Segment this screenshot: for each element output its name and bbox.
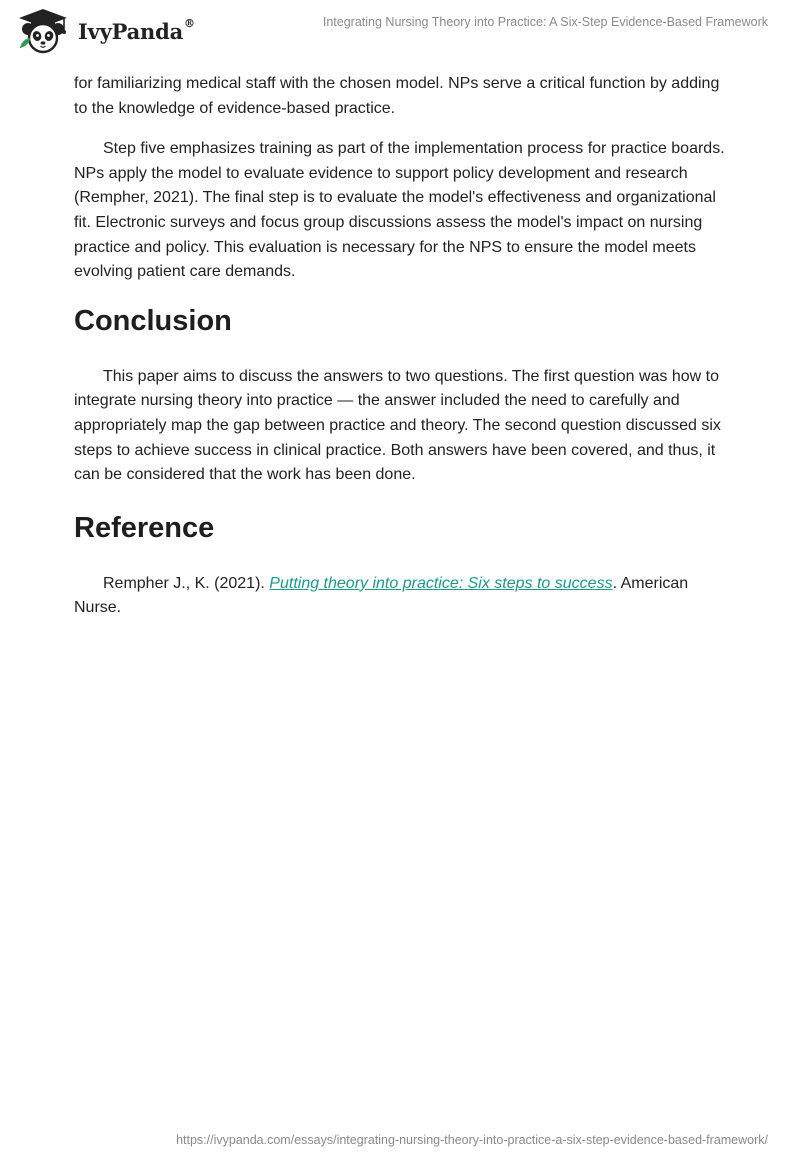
panda-graduation-cap-icon (14, 8, 72, 54)
footer-url: https://ivypanda.com/essays/integrating-nursing-theory-into-practice-a-six-step-evidence-based-framework/ (176, 1133, 768, 1147)
reference-publisher: . American Nurse. (74, 574, 689, 617)
document-title: Integrating Nursing Theory into Practice: A Six-Step Evidence-Based Framework (322, 15, 768, 29)
paragraph-continued: for familiarizing medical staff with the chosen model. NPs serve a critical function by adding to the knowledge of evidence-based practice. (74, 75, 720, 117)
document-body (74, 72, 726, 621)
reference-link[interactable]: Putting theory into practice: Six steps to success (269, 574, 613, 592)
conclusion-heading: Conclusion (74, 304, 232, 337)
paragraph-step-five: Step five emphasizes training as part of the implementation process for practice boards. NPs apply the model to evaluate evidence to support policy development and research (Rempher, 2021). The final step is to evaluate the model's effectiveness and organizational fit. Electronic surveys and focus group discussions assess the model's impact on nursing practice and policy. This evaluation is necessary for the NPS to ensure the model meets evolving patient care demands. (74, 140, 725, 281)
registered-mark: ® (184, 16, 195, 30)
reference-author-year: Rempher J., K. (2021). (103, 574, 270, 592)
brand-name (78, 16, 195, 44)
brand-label: IvyPanda (78, 18, 184, 44)
reference-entry (74, 572, 726, 621)
ivypanda-logo[interactable] (14, 8, 195, 54)
reference-heading: Reference (74, 511, 215, 544)
conclusion-paragraph: This paper aims to discuss the answers to two questions. The first question was how to integrate nursing theory into practice — the answer included the need to carefully and appropriately map the gap between practice and theory. The second question discussed six steps to achieve success in clinical practice. Both answers have been covered, and thus, it can be considered that the work has been done. (74, 367, 721, 484)
page-header (0, 0, 800, 64)
